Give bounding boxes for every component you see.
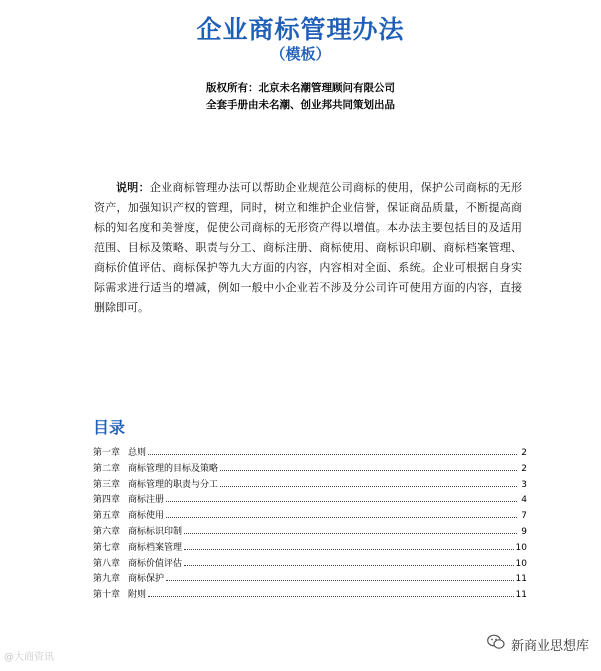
toc-entry[interactable] bbox=[93, 478, 527, 494]
toc-chapter-title: 商标使用 bbox=[128, 511, 165, 522]
toc-leader-dots bbox=[148, 453, 517, 455]
toc-chapter-title: 商标档案管理 bbox=[128, 542, 183, 553]
toc-leader-dots bbox=[166, 579, 514, 581]
toc-leader-dots bbox=[184, 532, 517, 534]
toc-chapter-number: 第八章 bbox=[93, 558, 121, 569]
toc-leader-dots bbox=[220, 469, 517, 471]
toc-page-number: 11 bbox=[515, 574, 527, 585]
toc-chapter-title: 附则 bbox=[128, 590, 147, 601]
toc-page-number: 10 bbox=[515, 558, 527, 569]
toc-chapter-title: 总则 bbox=[128, 448, 147, 458]
toc-leader-dots bbox=[166, 500, 517, 502]
toc-chapter-number: 第三章 bbox=[93, 479, 121, 490]
toc-chapter-number: 第九章 bbox=[93, 574, 121, 585]
toc-heading: 目录 bbox=[93, 418, 126, 437]
description-paragraph bbox=[94, 178, 522, 318]
copyright-owner: 版权所有：北京未名潮管理顾问有限公司 bbox=[206, 82, 395, 94]
toc-page-number: 10 bbox=[515, 542, 527, 553]
description-label: 说明： bbox=[116, 181, 150, 194]
toc-page-number: 2 bbox=[521, 448, 527, 458]
toc-chapter-title: 商标注册 bbox=[128, 495, 165, 506]
toc-chapter-number: 第五章 bbox=[93, 511, 121, 522]
copyright-block bbox=[0, 80, 601, 114]
toc-page-number: 7 bbox=[521, 511, 527, 522]
document-subtitle: （模板） bbox=[270, 45, 331, 63]
toc-entry[interactable] bbox=[93, 493, 527, 509]
toc-chapter-number: 第四章 bbox=[93, 495, 121, 506]
toc-chapter-number: 第一章 bbox=[93, 448, 121, 458]
toc-chapter-number: 第七章 bbox=[93, 542, 121, 553]
toc-chapter-number: 第十章 bbox=[93, 590, 121, 601]
toc-entry[interactable] bbox=[93, 462, 527, 478]
toc-page-number: 3 bbox=[521, 479, 527, 490]
toc-chapter-title: 商标管理的职责与分工 bbox=[128, 479, 219, 490]
toc-leader-dots bbox=[166, 516, 517, 518]
toc-page-number: 4 bbox=[521, 495, 527, 506]
toc-entry[interactable] bbox=[93, 509, 527, 525]
toc-entry[interactable] bbox=[93, 525, 527, 541]
toc-page-number: 9 bbox=[521, 526, 527, 537]
toc-chapter-title: 商标标识印制 bbox=[128, 526, 183, 537]
watermark-left: @大商资讯 bbox=[4, 652, 54, 663]
toc-entry[interactable] bbox=[93, 446, 527, 462]
toc-leader-dots bbox=[148, 595, 514, 597]
toc-entry[interactable] bbox=[93, 588, 527, 604]
table-of-contents bbox=[93, 446, 527, 604]
toc-page-number: 2 bbox=[521, 463, 527, 474]
toc-entry[interactable] bbox=[93, 557, 527, 573]
toc-chapter-title: 商标管理的目标及策略 bbox=[128, 463, 219, 474]
toc-leader-dots bbox=[220, 485, 517, 487]
toc-chapter-number: 第六章 bbox=[93, 526, 121, 537]
toc-page-number: 11 bbox=[515, 590, 527, 601]
toc-chapter-title: 商标价值评估 bbox=[128, 558, 183, 569]
toc-entry[interactable] bbox=[93, 572, 527, 588]
toc-chapter-title: 商标保护 bbox=[128, 574, 165, 585]
toc-chapter-number: 第二章 bbox=[93, 463, 121, 474]
document-title: 企业商标管理办法 bbox=[196, 15, 405, 44]
toc-leader-dots bbox=[184, 564, 514, 566]
description-text: 企业商标管理办法可以帮助企业规范公司商标的使用，保护公司商标的无形资产，加强知识产权的管理，同时，树立和维护企业信誉，保证商品质量，不断提高商标的知名度和美誉度，促使公司商标的无形资产得以增值。本办法主要包括目的及适用范围、目标及策略、职责与分工、商标注册、商标使用、商标识印刷、商标档案管理、商标价值评估、商标保护等九大方面的内容，内容相对全面、系统。企业可根据自身实际需求进行适当的增减，例如一般中小企业若不涉及分公司许可使用方面的内容，直接删除即可。 bbox=[94, 181, 522, 314]
wechat-icon bbox=[487, 634, 505, 654]
watermark-right bbox=[487, 634, 589, 654]
watermark-right-text: 新商业思想库 bbox=[510, 638, 589, 654]
toc-leader-dots bbox=[184, 548, 514, 550]
copyright-producer: 全套手册由未名潮、创业邦共同策划出品 bbox=[206, 99, 395, 111]
toc-entry[interactable] bbox=[93, 541, 527, 557]
